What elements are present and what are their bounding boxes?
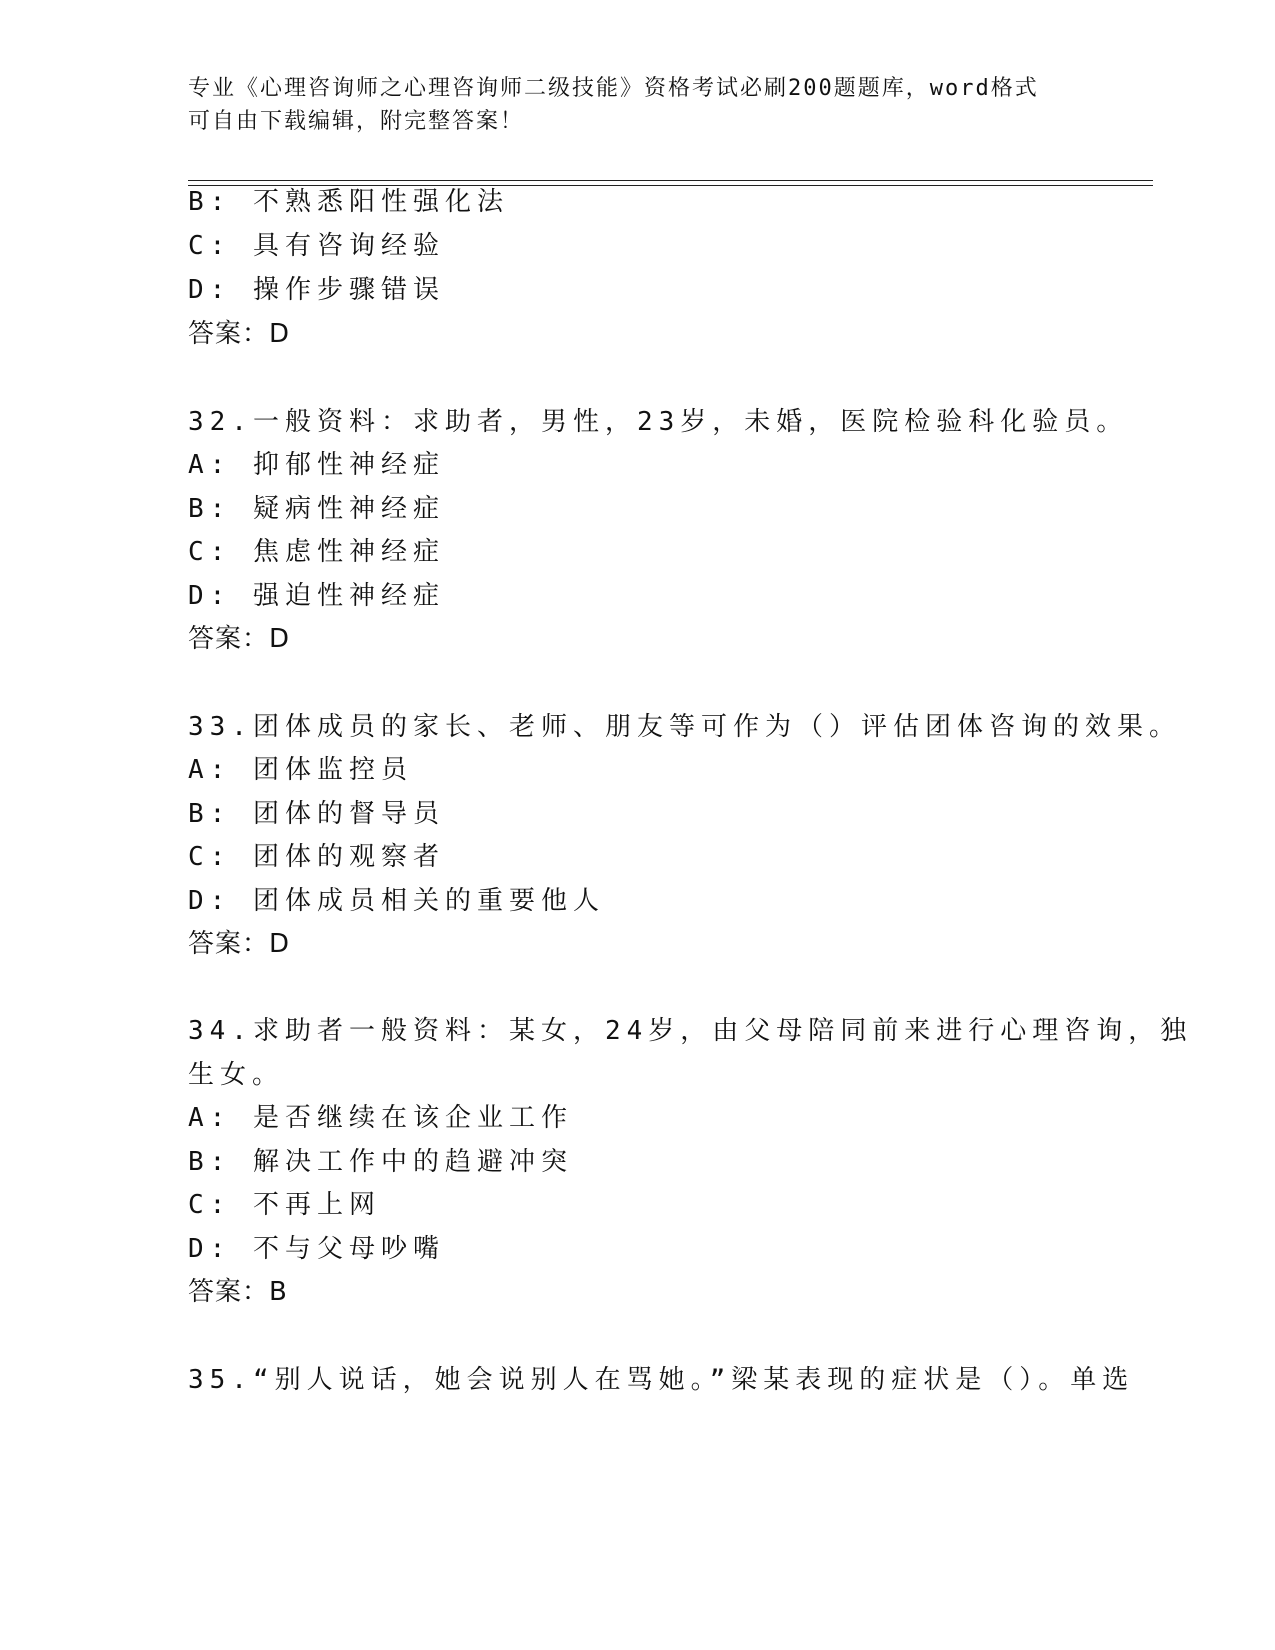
q33-option-c: C: 团体的观察者 — [188, 842, 445, 872]
q34-option-c: C: 不再上网 — [188, 1190, 381, 1220]
q32-option-d: D: 强迫性神经症 — [188, 581, 445, 611]
header-line-1: 专业《心理咨询师之心理咨询师二级技能》资格考试必刷200题题库，word格式 — [188, 76, 1039, 101]
q31-answer: 答案：D — [188, 319, 291, 349]
q34-stem-line-1: 34.求助者一般资料：某女，24岁，由父母陪同前来进行心理咨询，独 — [188, 1016, 1193, 1046]
q32-option-a: A: 抑郁性神经症 — [188, 450, 445, 480]
header-line-2: 可自由下载编辑，附完整答案！ — [188, 109, 525, 134]
q34-stem-line-2: 生女。 — [188, 1060, 285, 1090]
q32-option-b: B: 疑病性神经症 — [188, 494, 445, 524]
q32-option-c: C: 焦虑性神经症 — [188, 537, 445, 567]
q34-option-a: A: 是否继续在该企业工作 — [188, 1103, 573, 1133]
header-divider-top — [188, 180, 1153, 181]
q34-option-d: D: 不与父母吵嘴 — [188, 1234, 445, 1264]
q33-option-a: A: 团体监控员 — [188, 755, 413, 785]
q33-stem: 33.团体成员的家长、老师、朋友等可作为（）评估团体咨询的效果。 — [188, 712, 1181, 742]
q31-option-d: D: 操作步骤错误 — [188, 275, 445, 305]
q33-answer: 答案：D — [188, 929, 291, 959]
q35-stem: 35.“别人说话，她会说别人在骂她。”梁某表现的症状是（）。单选 — [188, 1365, 1135, 1395]
q32-stem: 32.一般资料：求助者，男性，23岁，未婚，医院检验科化验员。 — [188, 407, 1129, 437]
q33-option-b: B: 团体的督导员 — [188, 799, 445, 829]
q32-answer: 答案：D — [188, 624, 291, 654]
document-header — [188, 72, 1088, 138]
q34-option-b: B: 解决工作中的趋避冲突 — [188, 1147, 573, 1177]
q34-answer: 答案：B — [188, 1277, 288, 1307]
q31-option-b: B: 不熟悉阳性强化法 — [188, 187, 509, 217]
q33-option-d: D: 团体成员相关的重要他人 — [188, 886, 605, 916]
q31-option-c: C: 具有咨询经验 — [188, 231, 445, 261]
